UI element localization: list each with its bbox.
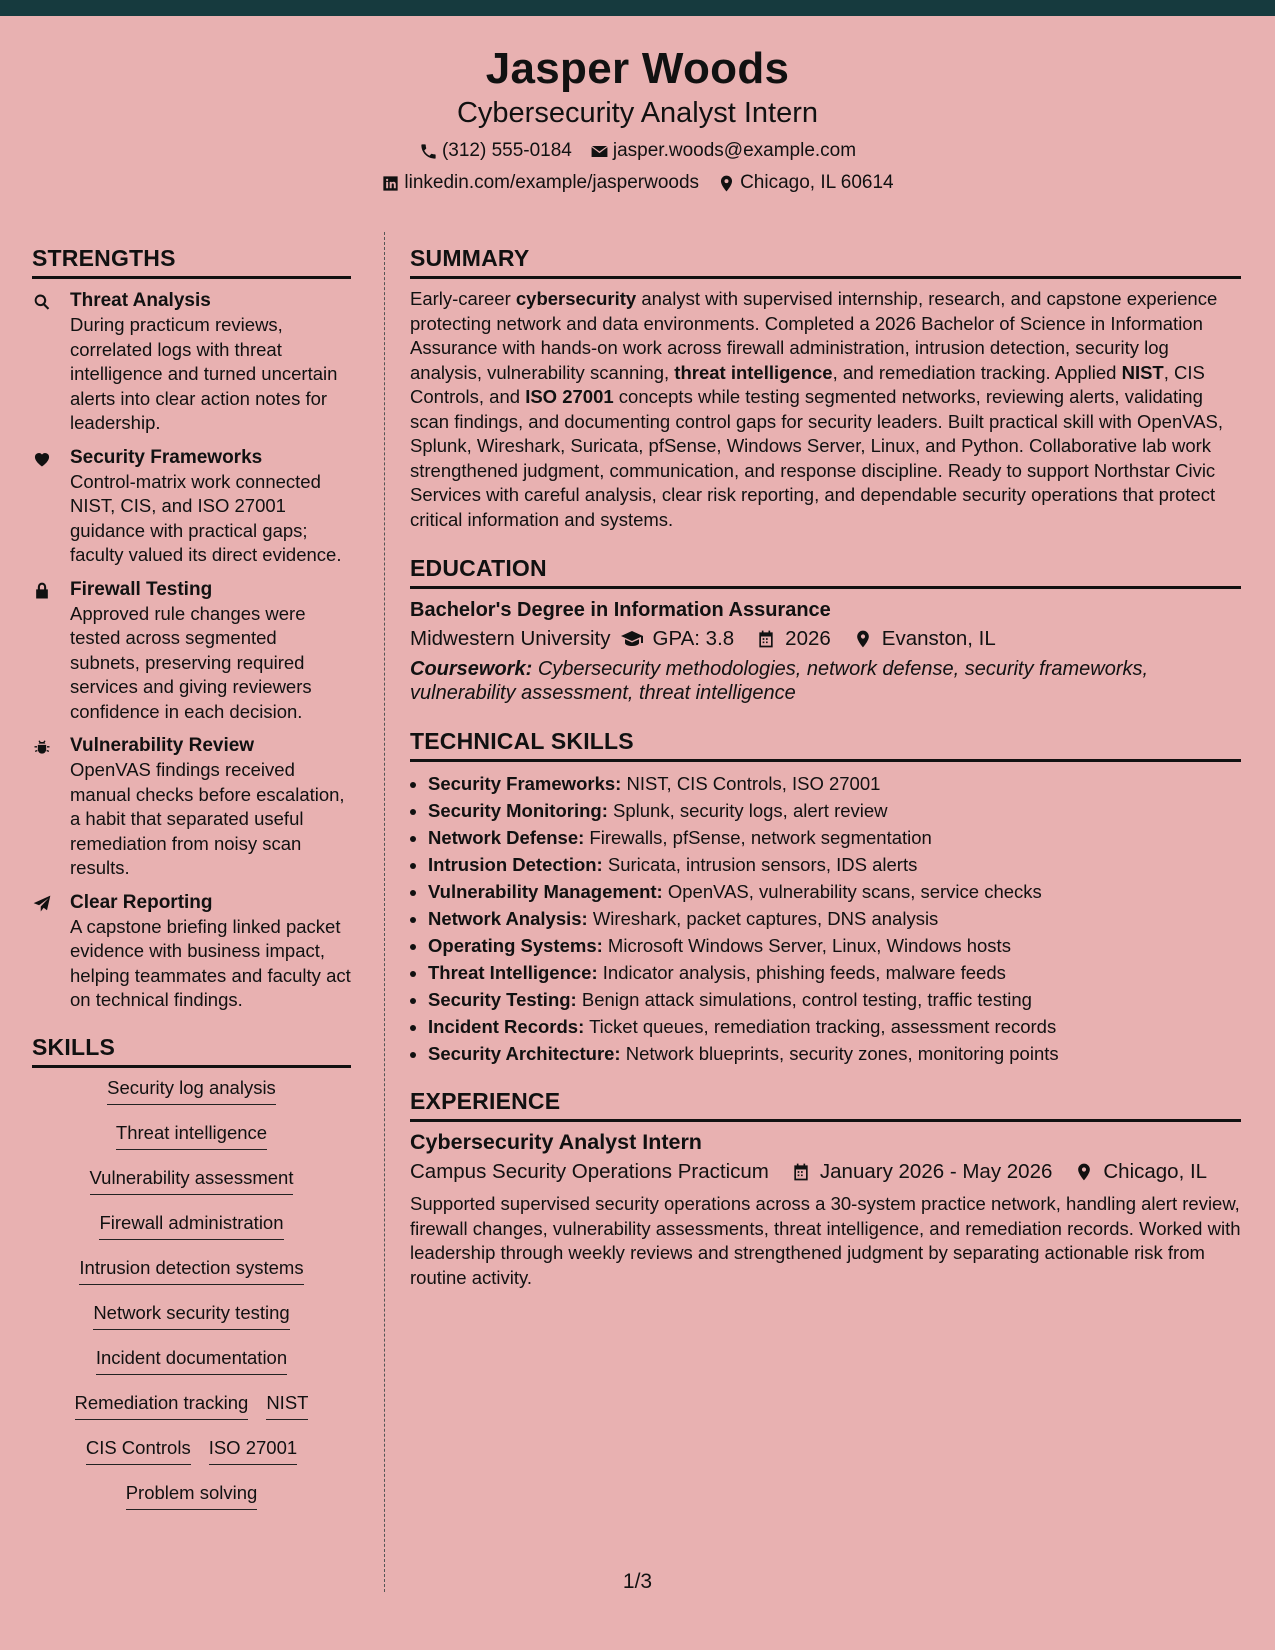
skill-label: Security Architecture:: [428, 1043, 621, 1064]
job-title: Cybersecurity Analyst Intern: [410, 1130, 702, 1154]
map-pin-icon: [853, 629, 873, 649]
search-icon: [32, 292, 52, 312]
heart-icon: [32, 449, 52, 469]
strength-item: [32, 446, 351, 568]
location-contact: [717, 171, 894, 195]
summary-text: [410, 287, 1241, 532]
summary-fragment: analyst with supervised internship, research, and capstone experience protecting network and data environments. Completed a 2026 Bachelor of Science in Information Assurance with hands-on work across firewall administration, intrusion detection, security log analysis, vulnerability scanning,: [410, 288, 1218, 383]
technical-skills-list: [410, 770, 1241, 1067]
top-accent-bar: [0, 0, 1275, 16]
skill-row: [32, 1076, 351, 1121]
skill-pill: Problem solving: [126, 1481, 258, 1510]
coursework: [410, 657, 1241, 705]
skill-row: [32, 1166, 351, 1211]
skill-label: Operating Systems:: [428, 935, 603, 956]
skill-label: Security Frameworks:: [428, 773, 622, 794]
resume-header: [0, 16, 1275, 204]
calendar-icon: [791, 1162, 811, 1182]
school-name: Midwestern University: [410, 627, 611, 650]
skill-pill: ISO 27001: [209, 1436, 297, 1465]
education-section: [410, 554, 1241, 705]
candidate-title: Cybersecurity Analyst Intern: [456, 97, 819, 129]
page-number: 1/3: [622, 1570, 653, 1593]
skill-value: Microsoft Windows Server, Linux, Windows hosts: [607, 935, 1011, 956]
skill-value: Benign attack simulations, control testing, traffic testing: [581, 989, 1032, 1010]
left-column: [32, 244, 351, 1526]
school-location: Evanston, IL: [881, 627, 996, 650]
graduation-cap-icon: [620, 627, 644, 651]
summary-fragment: , and remediation tracking. Applied: [832, 361, 1122, 383]
envelope-icon: [590, 142, 609, 161]
skill-value: Splunk, security logs, alert review: [613, 800, 888, 821]
skill-pill: Vulnerability assessment: [90, 1166, 294, 1195]
skill-label: Network Defense:: [428, 827, 585, 848]
list-item: [428, 986, 1241, 1013]
list-item: [428, 770, 1241, 797]
strength-desc: Approved rule changes were tested across segmented subnets, preserving required services and giving reviewers confidence in each decision.: [70, 602, 312, 722]
skill-label: Intrusion Detection:: [428, 854, 603, 875]
skill-label: Threat Intelligence:: [428, 962, 598, 983]
summary-heading: SUMMARY: [410, 244, 1241, 279]
strengths-heading: STRENGTHS: [32, 244, 351, 279]
summary-highlight: threat intelligence: [674, 361, 833, 383]
job-description: Supported supervised security operations across a 30-system practice network, handling alert review, firewall changes, vulnerability assessments, threat intelligence, and remediation records. Worked with leadership through weekly reviews and strengthened judgment by separating actionable risk from routine activity.: [410, 1193, 1241, 1288]
education-heading: EDUCATION: [410, 554, 1241, 589]
summary-highlight: ISO 27001: [525, 386, 614, 407]
technical-skills-heading: TECHNICAL SKILLS: [410, 727, 1241, 762]
skill-pill: Incident documentation: [96, 1346, 287, 1375]
list-item: [428, 824, 1241, 851]
skill-pill: Network security testing: [93, 1301, 289, 1330]
skill-label: Network Analysis:: [428, 908, 588, 929]
experience-heading: EXPERIENCE: [410, 1087, 1241, 1122]
map-pin-icon: [717, 174, 736, 193]
graduation-year: 2026: [785, 627, 831, 650]
strength-desc: OpenVAS findings received manual checks before escalation, a habit that separated useful remediation from noisy scan results.: [70, 759, 345, 878]
skill-row: [32, 1346, 351, 1391]
list-item: [428, 1013, 1241, 1040]
technical-skills-section: [410, 727, 1241, 1067]
phone-text: (312) 555-0184: [441, 140, 572, 161]
email-text[interactable]: jasper.woods@example.com: [612, 140, 857, 161]
summary-highlight: NIST: [1121, 361, 1164, 383]
skill-value: Indicator analysis, phishing feeds, malware feeds: [602, 962, 1006, 983]
phone-icon: [419, 142, 438, 161]
skill-row: [32, 1121, 351, 1166]
strength-item: [32, 734, 351, 881]
skill-row: [32, 1391, 351, 1436]
contact-row-1: [0, 139, 1275, 163]
skill-value: Network blueprints, security zones, monitoring points: [625, 1043, 1059, 1064]
skills-section: [32, 1033, 351, 1526]
strength-desc: A capstone briefing linked packet evidence with business impact, helping teammates and faculty act on technical findings.: [70, 915, 351, 1010]
skill-row: [32, 1481, 351, 1526]
gpa-text: GPA: 3.8: [652, 627, 735, 650]
candidate-name: Jasper Woods: [485, 44, 790, 93]
skill-value: Suricata, intrusion sensors, IDS alerts: [607, 854, 918, 875]
skill-label: Security Monitoring:: [428, 800, 608, 821]
skill-row: [32, 1211, 351, 1256]
skill-value: NIST, CIS Controls, ISO 27001: [626, 773, 881, 794]
list-item: [428, 1040, 1241, 1067]
coursework-list: Cybersecurity methodologies, network defense, security frameworks, vulnerability assessment, threat intelligence: [410, 658, 1149, 704]
calendar-icon: [756, 629, 776, 649]
degree-title: Bachelor's Degree in Information Assurance: [410, 599, 831, 621]
linkedin-icon: [381, 174, 400, 193]
experience-meta: [410, 1158, 1241, 1186]
strength-desc: During practicum reviews, correlated logs with threat intelligence and turned uncertain alerts into clear action notes for leadership.: [70, 314, 338, 433]
skill-pill: Firewall administration: [99, 1211, 283, 1240]
lock-icon: [32, 581, 52, 601]
skill-value: Firewalls, pfSense, network segmentation: [589, 827, 932, 848]
bug-icon: [32, 737, 52, 757]
strength-item: [32, 891, 351, 1013]
list-item: [428, 851, 1241, 878]
strength-item: [32, 578, 351, 725]
email-contact[interactable]: [590, 139, 856, 163]
education-meta: [410, 625, 1241, 653]
skill-pill: Remediation tracking: [75, 1391, 249, 1420]
job-dates: January 2026 - May 2026: [819, 1160, 1053, 1183]
contact-row-2: [0, 171, 1275, 195]
job-location: Chicago, IL: [1103, 1160, 1208, 1183]
skill-pill: Threat intelligence: [116, 1121, 267, 1150]
list-item: [428, 905, 1241, 932]
experience-section: [410, 1087, 1241, 1290]
skill-value: Ticket queues, remediation tracking, assessment records: [589, 1016, 1057, 1037]
map-pin-icon: [1074, 1162, 1094, 1182]
summary-fragment: concepts while testing segmented networks, reviewing alerts, validating scan findings, and documenting control gaps for security leaders. Built practical skill with OpenVAS, Splunk, Wireshark, Suricata, pfSense, Windows Server, Linux, and Python. Collaborative lab work strengthened judgment, communication, and response discipline. Ready to support Northstar Civic Services with careful analysis, clear risk reporting, and dependable security operations that protect critical information and systems.: [410, 386, 1224, 530]
skill-label: Vulnerability Management:: [428, 881, 663, 902]
summary-fragment: , CIS Controls, and: [410, 361, 1205, 407]
location-text: Chicago, IL 60614: [740, 172, 894, 193]
skill-pill: NIST: [266, 1391, 308, 1420]
skill-row: [32, 1301, 351, 1346]
strength-desc: Control-matrix work connected NIST, CIS, and ISO 27001 guidance with practical gaps; faculty valued its direct evidence.: [70, 470, 342, 565]
skill-label: Security Testing:: [428, 989, 577, 1010]
skill-pills: [32, 1076, 351, 1526]
list-item: [428, 878, 1241, 905]
company-name: Campus Security Operations Practicum: [410, 1160, 769, 1183]
list-item: [428, 959, 1241, 986]
right-column: [410, 244, 1241, 1290]
list-item: [428, 797, 1241, 824]
linkedin-text[interactable]: linkedin.com/example/jasperwoods: [404, 172, 700, 193]
strength-title: Vulnerability Review: [70, 735, 255, 756]
paper-plane-icon: [32, 894, 52, 914]
strength-title: Security Frameworks: [70, 446, 263, 468]
strength-item: [32, 289, 351, 436]
summary-highlight: cybersecurity: [515, 288, 637, 309]
skill-pill: CIS Controls: [86, 1436, 191, 1465]
phone-contact: [419, 139, 572, 163]
skill-value: Wireshark, packet captures, DNS analysis: [592, 908, 939, 929]
coursework-label: Coursework:: [410, 658, 533, 680]
strength-title: Clear Reporting: [70, 891, 213, 913]
linkedin-contact[interactable]: [381, 171, 699, 195]
strength-title: Threat Analysis: [70, 290, 211, 311]
skill-row: [32, 1436, 351, 1481]
skill-pill: Security log analysis: [107, 1076, 276, 1105]
skill-value: OpenVAS, vulnerability scans, service checks: [667, 881, 1042, 902]
skill-row: [32, 1256, 351, 1301]
column-divider: [384, 232, 385, 1592]
list-item: [428, 932, 1241, 959]
strength-title: Firewall Testing: [70, 578, 213, 600]
skill-label: Incident Records:: [428, 1016, 585, 1037]
skill-pill: Intrusion detection systems: [79, 1256, 303, 1285]
skills-heading: SKILLS: [32, 1033, 351, 1068]
summary-fragment: Early-career: [410, 288, 516, 309]
